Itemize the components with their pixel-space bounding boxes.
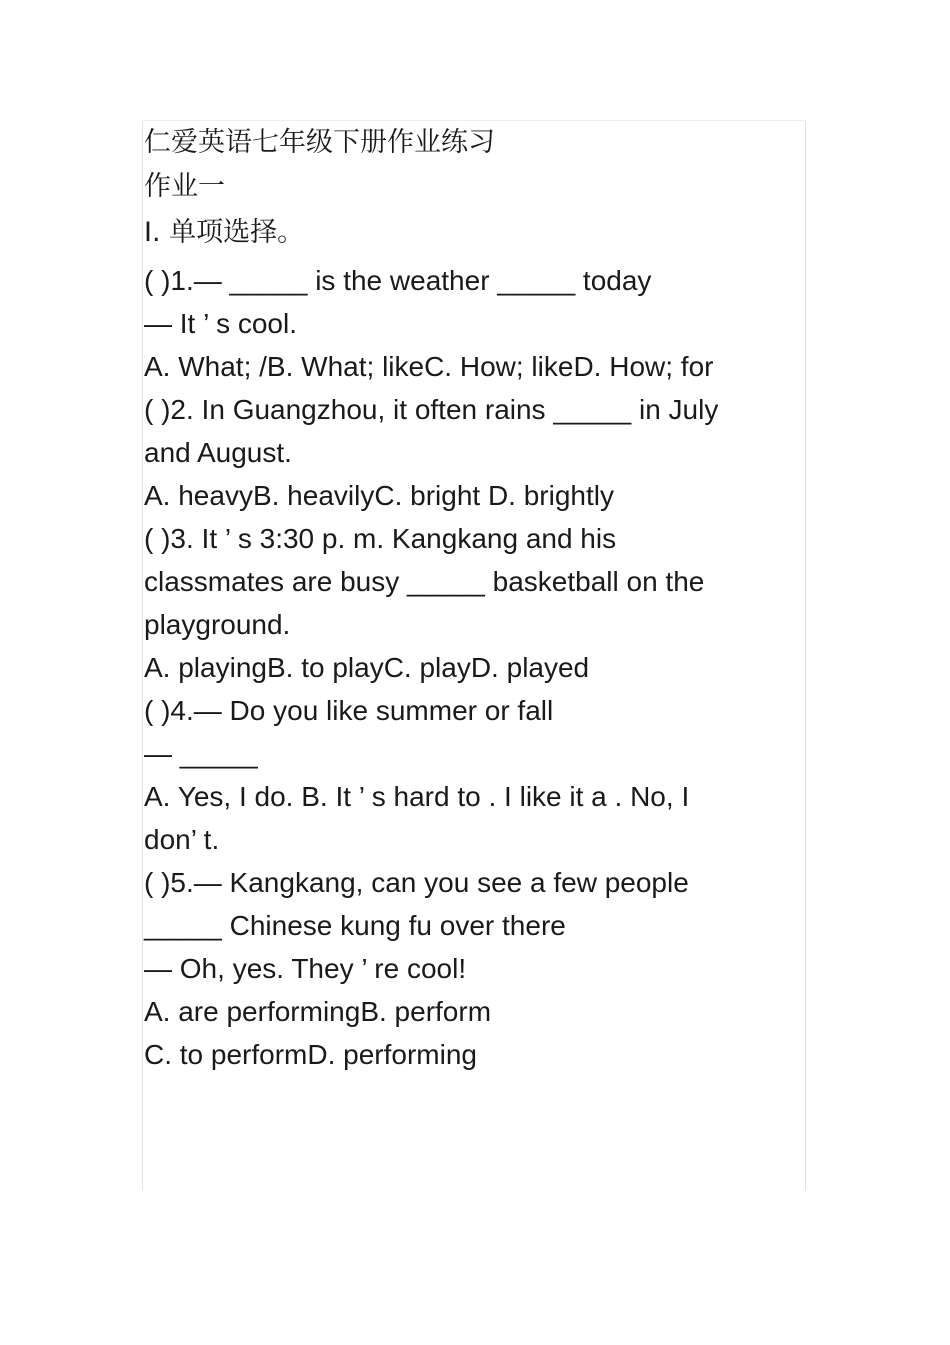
homework-label: 作业一 (144, 171, 225, 202)
page-title: 仁爱英语七年级下册作业练习 (144, 127, 495, 158)
question-5-stem: ( )5.— Kangkang, can you see a few people (144, 867, 689, 898)
question-2-options: A. heavyB. heavilyC. bright D. brightly (144, 480, 614, 511)
question-4-options-cont: don’ t. (144, 824, 220, 855)
question-1-reply: — It ’ s cool. (144, 308, 298, 339)
question-3-stem-cont: classmates are busy _____ basketball on the (144, 566, 705, 597)
question-2-stem: ( )2. In Guangzhou, it often rains _____ in July (144, 394, 719, 425)
question-5-options-ab: A. are performingB. perform (144, 996, 492, 1027)
question-1-options: A. What; /B. What; likeC. How; likeD. How; for (144, 351, 714, 382)
question-2-stem-cont: and August. (144, 437, 292, 468)
question-5-options-cd: C. to performD. performing (144, 1039, 477, 1070)
question-3-stem: ( )3. It ’ s 3:30 p. m. Kangkang and his (144, 523, 617, 554)
question-3-stem-end: playground. (144, 609, 291, 640)
question-5-stem-cont: _____ Chinese kung fu over there (144, 910, 566, 941)
section-heading: Ⅰ. 单项选择。 (144, 217, 305, 248)
question-4-reply: — _____ (144, 738, 258, 769)
question-4-options: A. Yes, I do. B. It ’ s hard to . I like it a . No, I (144, 781, 690, 812)
question-4-stem: ( )4.— Do you like summer or fall (144, 695, 554, 726)
question-1-stem: ( )1.— _____ is the weather _____ today (144, 265, 652, 296)
question-5-reply: — Oh, yes. They ’ re cool! (144, 953, 467, 984)
question-3-options: A. playingB. to playC. playD. played (144, 652, 590, 683)
